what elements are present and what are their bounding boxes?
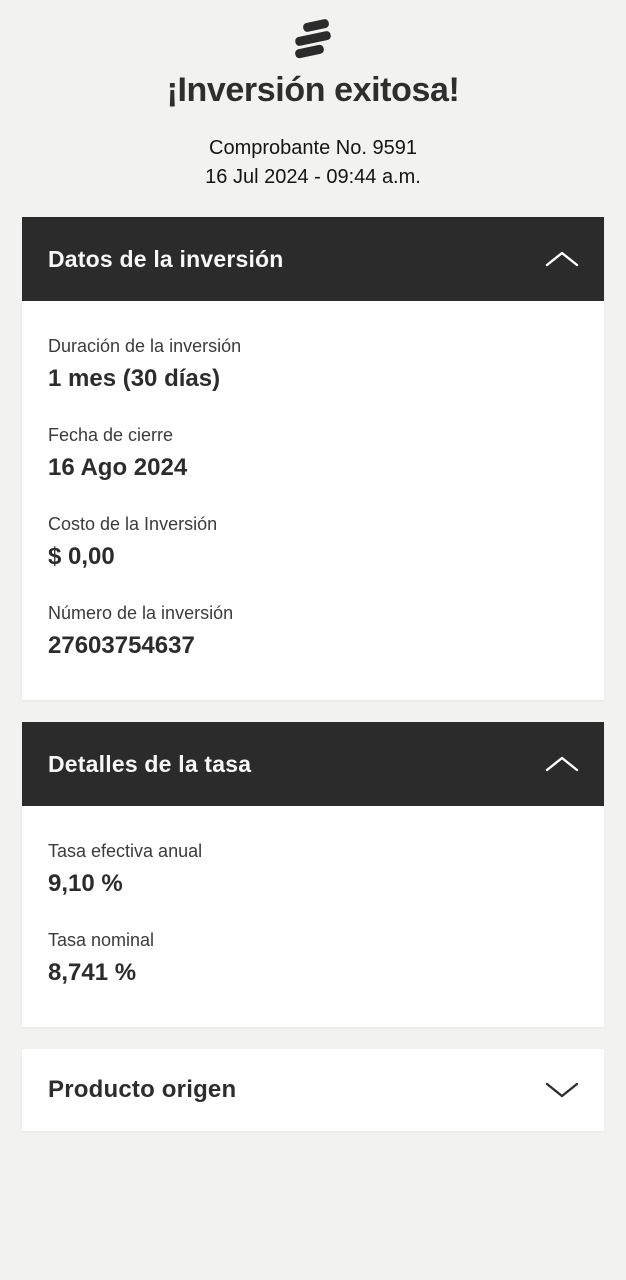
brand-logo-icon [289, 15, 337, 63]
field-value: $ 0,00 [48, 543, 115, 570]
field-costo [48, 512, 578, 571]
field-value: 1 mes (30 días) [48, 365, 221, 392]
page-title: ¡Inversión exitosa! [166, 71, 460, 109]
section-tasa-body [22, 806, 604, 1027]
section-datos-inversion [22, 217, 604, 700]
field-value: 27603754637 [48, 632, 195, 659]
section-title: Datos de la inversión [48, 245, 284, 272]
field-duracion [48, 334, 578, 393]
section-producto-origen-header[interactable] [22, 1049, 604, 1131]
chevron-down-icon [544, 1080, 580, 1100]
field-label: Tasa efectiva anual [48, 841, 203, 861]
section-detalles-tasa [22, 722, 604, 1027]
field-label: Número de la inversión [48, 603, 234, 623]
receipt-number: Comprobante No. 9591 [209, 137, 417, 159]
field-tasa-efectiva [48, 839, 578, 898]
receipt-info [0, 134, 626, 192]
section-title: Producto origen [48, 1076, 237, 1103]
chevron-up-icon [544, 754, 580, 774]
field-value: 16 Ago 2024 [48, 454, 188, 481]
section-tasa-header[interactable] [22, 722, 604, 806]
field-label: Fecha de cierre [48, 425, 174, 445]
chevron-up-icon [544, 249, 580, 269]
receipt-datetime: 16 Jul 2024 - 09:44 a.m. [205, 166, 421, 188]
field-value: 9,10 % [48, 870, 123, 897]
page-header [0, 0, 626, 192]
accordion-list [22, 217, 604, 1131]
field-tasa-nominal [48, 928, 578, 987]
field-numero-inversion [48, 601, 578, 660]
field-label: Costo de la Inversión [48, 514, 218, 534]
field-label: Duración de la inversión [48, 336, 242, 356]
section-datos-body [22, 301, 604, 700]
section-datos-header[interactable] [22, 217, 604, 301]
section-title: Detalles de la tasa [48, 750, 252, 777]
field-fecha-cierre [48, 423, 578, 482]
field-label: Tasa nominal [48, 930, 155, 950]
field-value: 8,741 % [48, 959, 137, 986]
